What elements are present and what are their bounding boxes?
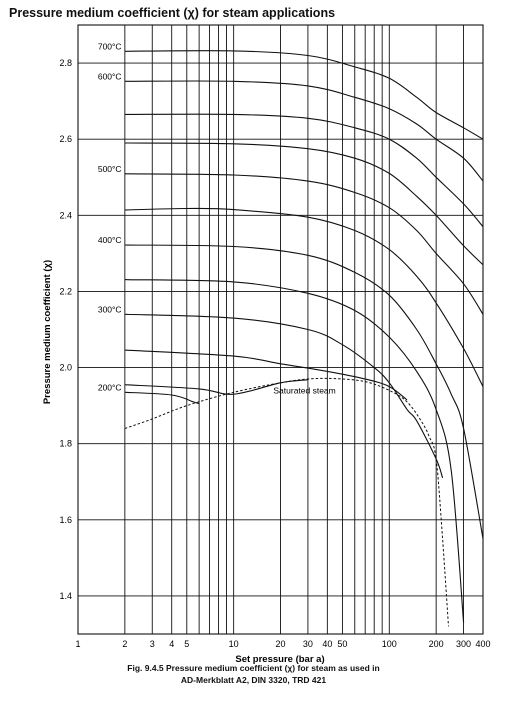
- x-tick-label: 20: [275, 639, 286, 649]
- curve-label: 500°C: [97, 163, 122, 174]
- x-tick-label: 4: [169, 639, 175, 649]
- saturated-steam-label: Saturated steam: [273, 385, 336, 396]
- curves: [125, 51, 483, 623]
- tick-labels: [59, 58, 490, 649]
- caption-line-2: AD-Merkblatt A2, DIN 3320, TRD 421: [180, 675, 327, 685]
- y-tick-label: 1.6: [59, 514, 72, 525]
- curve-0: [125, 51, 483, 140]
- curve-label: 400°C: [97, 235, 122, 246]
- curve-8: [125, 314, 443, 478]
- y-axis-label: Pressure medium coefficient (χ): [42, 259, 53, 405]
- x-tick-label: 100: [381, 639, 397, 649]
- y-tick-label: 2.6: [59, 134, 72, 145]
- figure-caption: [0, 662, 507, 686]
- saturated-steam-curve: [125, 378, 449, 626]
- curve-labels: [98, 41, 122, 392]
- x-tick-label: 50: [337, 639, 348, 649]
- x-tick-label: 30: [302, 639, 313, 649]
- curve-label: 300°C: [97, 304, 122, 315]
- x-tick-label: 40: [322, 639, 333, 649]
- x-tick-label: 5: [184, 639, 190, 649]
- x-tick-label: 2: [122, 639, 128, 649]
- curve-label: 200°C: [97, 382, 122, 393]
- x-tick-label: 400: [475, 639, 491, 649]
- curve-11: [125, 392, 199, 403]
- y-tick-label: 2.2: [59, 286, 72, 297]
- y-tick-label: 2.8: [59, 58, 72, 69]
- curve-7: [125, 280, 464, 623]
- y-tick-label: 1.8: [59, 438, 72, 449]
- saturated-steam-group: [125, 378, 449, 626]
- curve-1: [125, 81, 483, 181]
- x-axis-label: Set pressure (bar a): [235, 654, 325, 665]
- curve-5: [125, 208, 483, 386]
- x-tick-label: 10: [228, 639, 239, 649]
- caption-line-1: Fig. 9.4.5 Pressure medium coefficient (χ) for steam as used in: [127, 663, 380, 673]
- x-tick-label: 3: [149, 639, 155, 649]
- x-tick-label: 1: [75, 639, 81, 649]
- curve-3: [125, 143, 483, 265]
- y-tick-label: 2.4: [59, 210, 72, 221]
- curve-2: [125, 114, 483, 227]
- y-tick-label: 2.0: [59, 362, 72, 373]
- curve-label: 700°C: [97, 41, 122, 52]
- x-tick-label: 300: [456, 639, 472, 649]
- curve-label: 600°C: [97, 71, 122, 82]
- chart-title: Pressure medium coefficient (χ) for steam applications: [9, 6, 336, 20]
- curve-9: [125, 350, 407, 400]
- x-tick-label: 200: [428, 639, 444, 649]
- y-tick-label: 1.4: [59, 590, 72, 601]
